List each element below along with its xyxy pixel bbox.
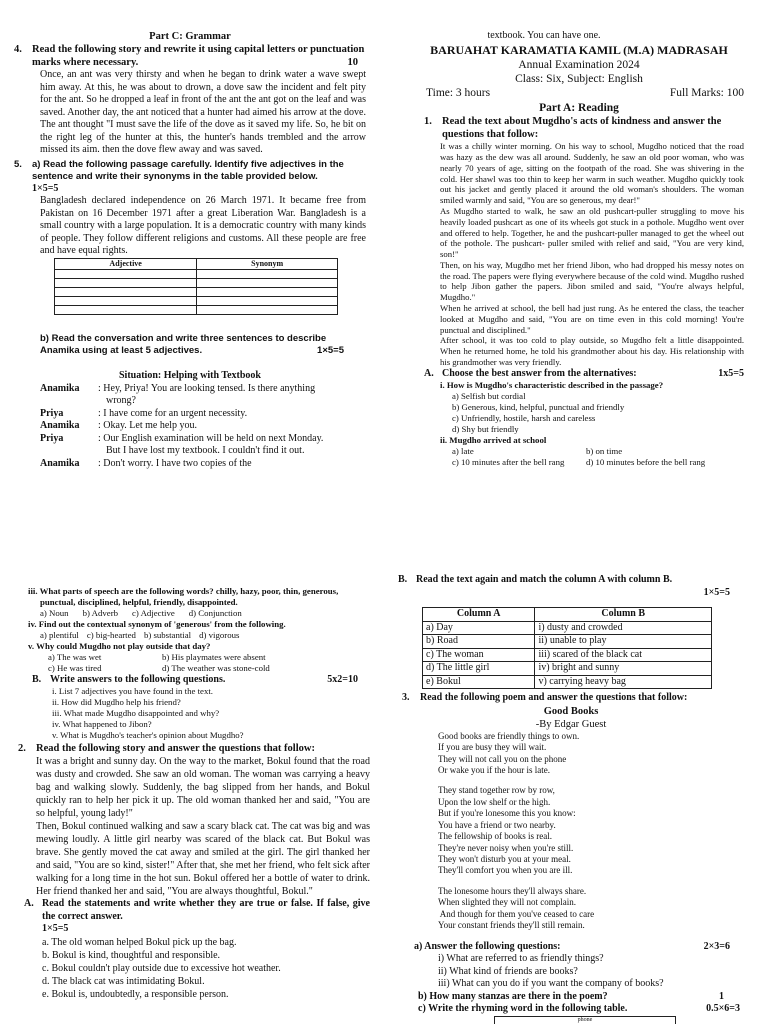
short-question: iv. What happened to Jibon? [52,719,152,730]
q2b-instruction: Read the text again and match the column A with column B. [416,574,673,585]
q3a-questions [398,953,744,991]
statement: c. Bokul couldn't play outside due to excessive hot weather. [42,962,281,974]
part-a-title: Part A: Reading [539,101,619,114]
option: b) Generous, kind, helpful, punctual and friendly [452,402,625,413]
table-row [423,675,712,689]
q2-number: 2. [18,743,26,755]
option: c) Adjective [132,607,175,618]
passage-paragraph: It was a chilly winter morning. On his way to school, Mugdho noticed that the road was hazy as the dew was all around. Suddenly, he saw an old poor woman, who was nearly 70 years of age, sitting on the footpath of the road. She was shivering in the cold. Her shawl was too thin to keep her warm in such weather. Mugdho quickly took out his jacket and gently placed it around the old woman's shoulders. The woman smiled warmly and said, "You are so generous, my dear!" [440,141,744,206]
q4-passage: Once, an ant was very thirsty and when he began to drink water a wave swept him away. At this, he was about to drown, a dove saw the incident and felt pity for the ant. So he dropped a leaf in front of the ant the ant got on the leaf and was saved. Another day, the ant noticed that a hunter had aimed his arrow at the dove. The ant thought "I must save the life of the dove as it saved my life. So, he bit on the right leg of the hunter at this, the hunter's hands trembled and the arrow missed its aim. then the dove flew away and was saved. [40,69,366,156]
column-a-cell: b) Road [423,635,535,649]
q2a-marks: 1×5=5 [42,923,69,935]
poem-line: The lonesome hours they'll always share. [438,885,587,896]
poem-line: But if you're lonesome this you know: [438,808,576,819]
continuation-text: textbook. You can have one. [487,30,601,41]
statement: a. The old woman helped Bokul pick up the bag. [42,936,237,948]
q1b-label: B. [32,673,42,685]
q3-heading [398,692,744,705]
option: a) Selfish but cordial [452,391,526,402]
q5b-heading [14,333,366,357]
column-a-cell: a) Day [423,621,535,635]
q3a-heading [398,941,744,954]
q1a-i-question: i. How is Mugdho's characteristic described in the passage? [440,380,664,391]
poem-line: They stand together row by row, [438,785,555,796]
column-b-cell: i) dusty and crowded [535,621,712,635]
rhyme-cell: phone [577,1016,593,1023]
poem-line: If you are busy they will wait. [438,742,547,753]
column-a-cell: e) Bokul [423,675,535,689]
q2-passage [18,755,370,898]
column-a-cell: d) The little girl [423,662,535,676]
short-question: iii. What made Mugdho disappointed and why? [52,708,220,719]
q3c-heading [398,1003,744,1016]
rhyme-table [494,1016,676,1024]
q1b-marks: 5x2=10 [327,673,358,685]
q2b-heading [398,574,744,587]
poem-line: The fellowship of books is real. [438,831,552,842]
school-name: BARUAHAT KARAMATIA KAMIL (M.A) MADRASAH [430,42,728,57]
column-b-cell: ii) unable to play [535,635,712,649]
q2a-heading [18,898,370,923]
q1a-ii-options [414,446,744,468]
q1b-instruction: Write answers to the following questions. [50,673,226,685]
q5-marks: 1×5=5 [32,182,59,194]
dialog-speaker: Anamika [40,457,80,469]
option-a: a) The was wet [48,651,102,662]
passage-paragraph: When he arrived at school, the bell had just rung. As he entered the class, the teacher looked at Mugdho and said, "You are on time even in this cold morning! You're punctual and disciplined." [440,302,744,335]
blank-cell[interactable] [197,296,338,305]
poem-title: Good Books [543,705,599,717]
option: a) plentiful [40,629,79,640]
q1a-iii-text: iii. What parts of speech are the following words? chilly, hazy, poor, thin, generous, punctual, disciplined, helpful, friendly, disappointed. [28,586,339,607]
option-d: d) The weather was stone-cold [162,662,270,673]
q1a-ii-question: ii. Mugdho arrived at school [440,435,547,446]
option: b) substantial [143,629,192,640]
option: d) Shy but friendly [452,424,519,435]
class-subject: Class: Six, Subject: English [515,72,643,85]
statement: e. Bokul is, undoubtedly, a responsible person. [42,988,229,1000]
col-a-header: Column A [423,608,535,622]
q3b-marks: 1 [719,990,724,1002]
q1a-v-question: v. Why could Mugdho not play outside that day? [28,640,211,651]
q4-instruction: Read the following story and rewrite it using capital letters or punctuation marks where necessary. [32,44,365,69]
dialog-speaker: Priya [40,432,64,444]
poem-author: -By Edgar Guest [535,718,607,730]
dialog-line: : Our English examination will be held on next Monday. But I have lost my textbook. I couldn't find it out. [98,432,324,457]
option: d) Conjunction [188,607,242,618]
poem-question: iii) What can you do if you want the company of books? [438,978,664,989]
blank-cell[interactable] [55,296,197,305]
option: b) Adverb [82,607,119,618]
statement: b. Bokul is kind, thoughtful and responsible. [42,949,221,961]
q1b-heading [18,674,370,687]
poem-stanza [438,886,744,932]
passage-paragraph: Then, Bokul continued walking and saw a scary black cat. The cat was big and was mewing loudly. A little girl nearby was scared of the black cat. But Bokul was brave. She gently moved the cat away and smiled at the girl. The girl thanked her and said, "You are so kind, sister!" After that, she met her friend, who felt sick after walking for a long time in the hot sun. Bokul offered her a bottle of water to drink. Her friend thanked her and said, "You are always thoughtful, Bokul." [36,821,370,898]
q1a-iii-question [18,586,370,608]
col-b-header: Column B [535,608,712,622]
col-synonym: Synonym [197,258,338,269]
q2-heading [18,742,370,755]
dialog-speaker: Anamika [40,420,80,432]
q1a-instruction: Choose the best answer from the alternatives: [442,367,637,379]
passage-paragraph: After school, it was too cold to play outside, so Mugdho felt a little disappointed. When he returned home, he told his grandmother about his day. His relationship with his grandmother was very friendly. [440,335,744,367]
dialog-line: : Okay. Let me help you. [98,420,198,432]
poem-line: Good books are friendly things to own. [438,730,580,741]
q2b-marks: 1×5=5 [703,586,730,598]
q4-marks: 10 [347,57,358,69]
poem-stanza [438,731,744,777]
q3c-marks: 0.5×6=3 [706,1003,740,1014]
passage-paragraph: Then, on his way, Mugdho met her friend Jibon, who had dropped his messy notes on the road. The papers were flying everywhere because of the cold wind. Mugdho rushed to help Jibon gather the papers. Jibon smiled and said, "You're always helpful, Mugdho." [440,259,744,303]
poem-line: They won't disturb you at your meal. [438,853,571,864]
q5-number: 5. [14,158,22,170]
q1a-i-options [414,391,744,435]
option-b: b) His playmates were absent [162,651,266,662]
blank-cell[interactable] [55,278,197,287]
q3a-marks: 2×3=6 [703,940,730,952]
q2a-statements [18,936,370,1001]
poem-line: And though for them you've ceased to care [438,908,595,919]
column-b-cell: iii) scared of the black cat [535,648,712,662]
synonym-table [54,258,338,315]
poem-line: They're never noisy when you're still. [438,842,574,853]
blank-cell[interactable] [197,305,338,314]
poem-line: Your constant friends they'll still remain. [438,920,585,931]
q5b-marks: 1×5=5 [317,344,344,356]
option: c) big-hearted [86,629,136,640]
q3a-instruction: a) Answer the following questions: [414,940,561,952]
q1a-label: A. [424,367,434,379]
q2a-label: A. [24,898,34,910]
q3-instruction: Read the following poem and answer the questions that follow: [420,692,688,703]
blank-cell[interactable] [197,278,338,287]
q2a-instruction: Read the statements and write whether they are true or false. If false, give the correct answer. [42,898,370,922]
short-question: v. What is Mugdho's teacher's opinion about Mugdho? [52,730,244,741]
matching-poem-section [398,574,744,1024]
column-b-cell: iv) bright and sunny [535,662,712,676]
short-question: i. List 7 adjectives you have found in the text. [52,686,213,697]
q3b-heading [398,991,744,1004]
q1-heading [414,115,744,141]
q4-number: 4. [14,44,22,56]
option: d) vigorous [199,629,240,640]
option: c) Unfriendly, hostile, harsh and careless [452,413,596,424]
poem-line: Upon the low shelf or the high. [438,796,551,807]
dialog-line: : Hey, Priya! You are looking tensed. Is there anything wrong? [98,382,316,407]
poem-line: They'll comfort you when you are ill. [438,865,573,876]
conversation [40,383,366,471]
col-adjective: Adjective [55,258,197,269]
part-c-title: Part C: Grammar [149,31,231,42]
poem-line: They will not call you on the phone [438,753,567,764]
blank-cell[interactable] [55,287,197,296]
situation-title: Situation: Helping with Textbook [119,370,261,382]
q1-number: 1. [424,116,432,127]
option: a) Noun [40,607,69,618]
option-d: d) 10 minutes before the bell rang [586,457,706,468]
table-row [423,635,712,649]
poem-line: Or wake you if the hour is late. [438,765,550,776]
dialog-speaker: Priya [40,407,64,419]
q1a-iv-question: iv. Find out the contextual synonym of 'generous' from the following. [28,618,286,629]
passage-paragraph: It was a bright and sunny day. On the way to the market, Bokul found that the road was dusty and crowded. She saw an old woman. The woman was carrying a heavy bag and walking slowly. Suddenly, the bag slipped from her hands, and Bokul quickly ran to help her pick it up. The old woman thanked her and said, "You are so helpful, young lady!" [36,756,370,820]
q2b-label: B. [398,574,408,585]
column-a-cell: c) The woman [423,648,535,662]
poem-body [398,731,744,932]
q5b-instruction: b) Read the conversation and write three sentences to describe Anamika using at least 5 adjectives. [40,332,327,356]
q1a-v-options [18,652,370,674]
option-c: c) He was tired [48,662,102,673]
reading-continued-section [18,586,370,1024]
q1a-iii-options [18,608,370,619]
blank-cell[interactable] [55,269,197,278]
dialog-line: : Don't worry. I have two copies of the [98,457,252,469]
time-marks-row [414,86,744,100]
dialog-line: : I have come for an urgent necessity. [98,407,248,419]
q3-number: 3. [402,692,410,703]
q1a-heading [414,368,744,381]
table-row [423,662,712,676]
table-row [423,621,712,635]
q5-heading [14,159,366,183]
q1-passage [414,141,744,367]
q5-passage: Bangladesh declared independence on 26 March 1971. It became free from Pakistan on 16 December 1971 after a great Liberation War. Bangladesh is a small country with a large population. It is a democratic country with many kinds of people. They follow different religions and customs. All these people are free and have equal rights. [40,195,366,257]
q3c-instruction: c) Write the rhyming word in the following table. [418,1003,628,1014]
poem-line: You have a friend or two nearby. [438,819,556,830]
exam-title: Annual Examination 2024 [518,58,640,71]
poem-line: When slighted they will not complain. [438,897,576,908]
short-question: ii. How did Mugdho help his friend? [52,697,181,708]
q5-instruction: a) Read the following passage carefully. Identify five adjectives in the sentence and write their synonyms in the table provided below. [32,158,344,182]
q1a-iv-options [18,630,370,641]
exam-time: Time: 3 hours [426,87,491,100]
poem-stanza [438,785,744,876]
match-table [422,607,712,689]
dialog-speaker: Anamika [40,382,80,394]
blank-cell[interactable] [197,287,338,296]
column-b-cell: v) carrying heavy bag [535,675,712,689]
q3b-instruction: b) How many stanzas are there in the poem? [418,990,608,1002]
blank-cell[interactable] [55,305,197,314]
blank-cell[interactable] [197,269,338,278]
option-c: c) 10 minutes after the bell rang [452,457,565,468]
passage-paragraph: As Mugdho started to walk, he saw an old pushcart-puller struggling to move his heavily loaded pushcart as one of its wheels got stuck in a pothole. Mugdho went over and offered to help. Together, he and the pushcart-puller managed to get the wheel out of the pothole. The pushcart- puller smiled with relief and said, "You are very kind, son!" [440,205,744,260]
q4-heading [14,43,366,69]
option-b: b) on time [586,446,623,457]
full-marks: Full Marks: 100 [669,87,744,100]
q1a-marks: 1x5=5 [718,367,744,379]
poem-question: i) What are referred to as friendly things? [438,953,604,964]
q2-instruction: Read the following story and answer the questions that follow: [36,743,315,755]
q1-instruction: Read the text about Mugdho's acts of kindness and answer the questions that follow: [442,116,722,141]
option-a: a) late [452,446,474,457]
table-row [423,648,712,662]
poem-question: ii) What kind of friends are books? [438,965,578,977]
q1b-questions [18,686,370,741]
grammar-section [14,30,366,500]
reading-section [414,30,744,500]
statement: d. The black cat was intimidating Bokul. [42,975,205,987]
